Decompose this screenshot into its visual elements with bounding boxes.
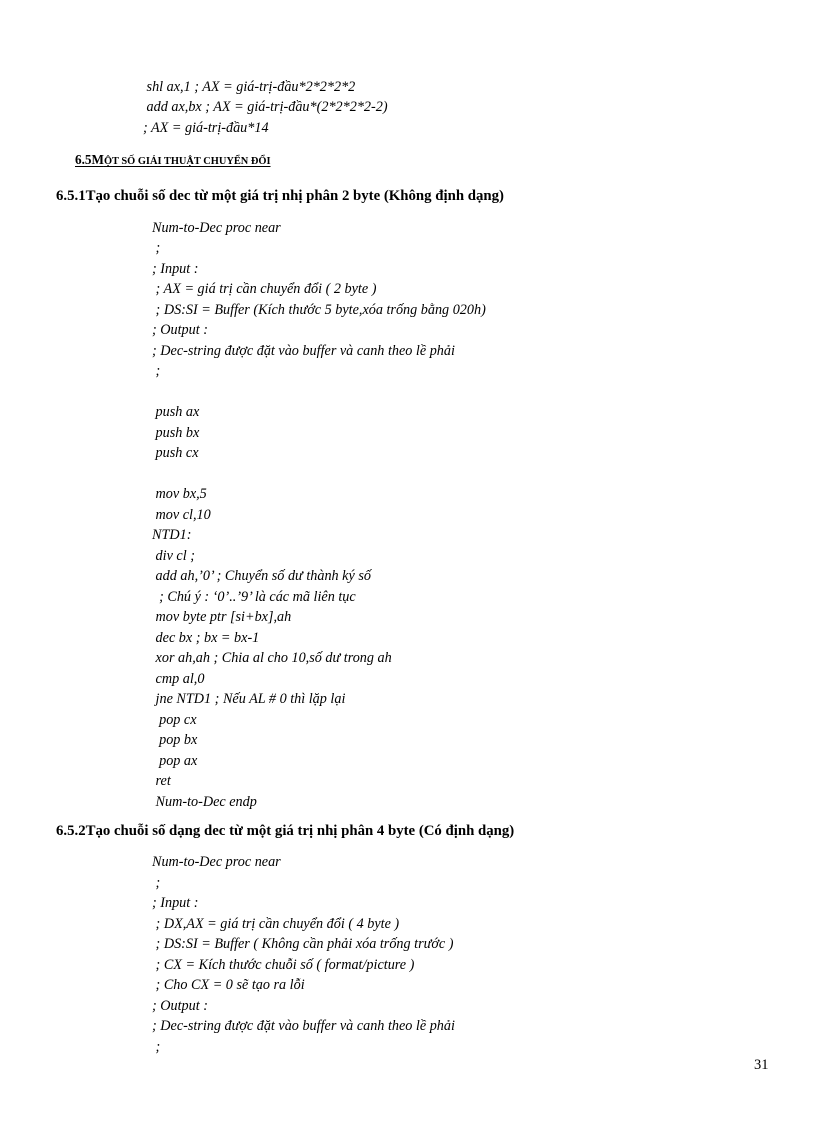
code-line: ; Chú ý : ‘0’..’9’ là các mã liên tục [152,589,356,605]
code-line: mov byte ptr [si+bx],ah [152,609,292,625]
code-line: Num-to-Dec endp [152,794,257,810]
section-title-rest: ỘT SỐ GIẢI THUẬT CHUYỂN ĐỔI [103,156,271,167]
code-line: xor ah,ah ; Chia al cho 10,số dư trong ah [152,650,392,666]
code-line: add ah,’0’ ; Chuyển số dư thành ký số [152,568,371,584]
code-line: pop cx [152,712,197,728]
code-line: ; AX = giá-trị-đầu*14 [143,120,269,136]
code-line: ret [152,773,171,789]
section-heading [75,151,271,171]
code-line: shl ax,1 ; AX = giá-trị-đầu*2*2*2*2 [143,79,356,95]
code-line: mov bx,5 [152,486,207,502]
code-line: ; Dec-string được đặt vào buffer và canh theo lề phải [152,343,455,359]
code-line: ; [152,363,161,379]
code-line: push ax [152,404,200,420]
code-line: NTD1: [152,527,192,543]
code-line: ; Dec-string được đặt vào buffer và canh theo lề phải [152,1018,455,1034]
code-line: ; Input : [152,261,199,277]
code-line: ; Input : [152,895,199,911]
code-line: ; Output : [152,322,208,338]
code-line: ; [152,1039,161,1055]
section-title-initial: M [91,152,104,167]
subsection-heading-6-5-2: 6.5.2Tạo chuỗi số dạng dec từ một giá trị nhị phân 4 byte (Có định dạng) [56,823,515,839]
code-line: ; CX = Kích thước chuỗi số ( format/picture ) [152,957,415,973]
code-line: push bx [152,425,200,441]
page-number: 31 [754,1057,769,1073]
code-line: Num-to-Dec proc near [152,854,281,870]
code-line: ; Cho CX = 0 sẽ tạo ra lỗi [152,977,305,993]
code-line: mov cl,10 [152,507,211,523]
code-line: ; Output : [152,998,208,1014]
code-line: pop ax [152,753,198,769]
code-line: ; [152,875,161,891]
code-line: ; DS:SI = Buffer ( Không cần phải xóa trống trước ) [152,936,454,952]
code-line: div cl ; [152,548,195,564]
code-line: ; DS:SI = Buffer (Kích thước 5 byte,xóa trống bằng 020h) [152,302,486,318]
code-line: dec bx ; bx = bx-1 [152,630,260,646]
code-line: pop bx [152,732,198,748]
section-number: 6.5 [75,152,92,167]
code-line: jne NTD1 ; Nếu AL # 0 thì lặp lại [152,691,346,707]
subsection-heading-6-5-1: 6.5.1Tạo chuỗi số dec từ một giá trị nhị phân 2 byte (Không định dạng) [56,188,504,204]
code-line: cmp al,0 [152,671,205,687]
code-line: Num-to-Dec proc near [152,220,281,236]
code-line: add ax,bx ; AX = giá-trị-đầu*(2*2*2*2-2) [143,99,388,115]
code-line: ; [152,240,161,256]
code-line: push cx [152,445,199,461]
code-line: ; DX,AX = giá trị cần chuyển đổi ( 4 byte ) [152,916,400,932]
code-line: ; AX = giá trị cần chuyển đổi ( 2 byte ) [152,281,377,297]
